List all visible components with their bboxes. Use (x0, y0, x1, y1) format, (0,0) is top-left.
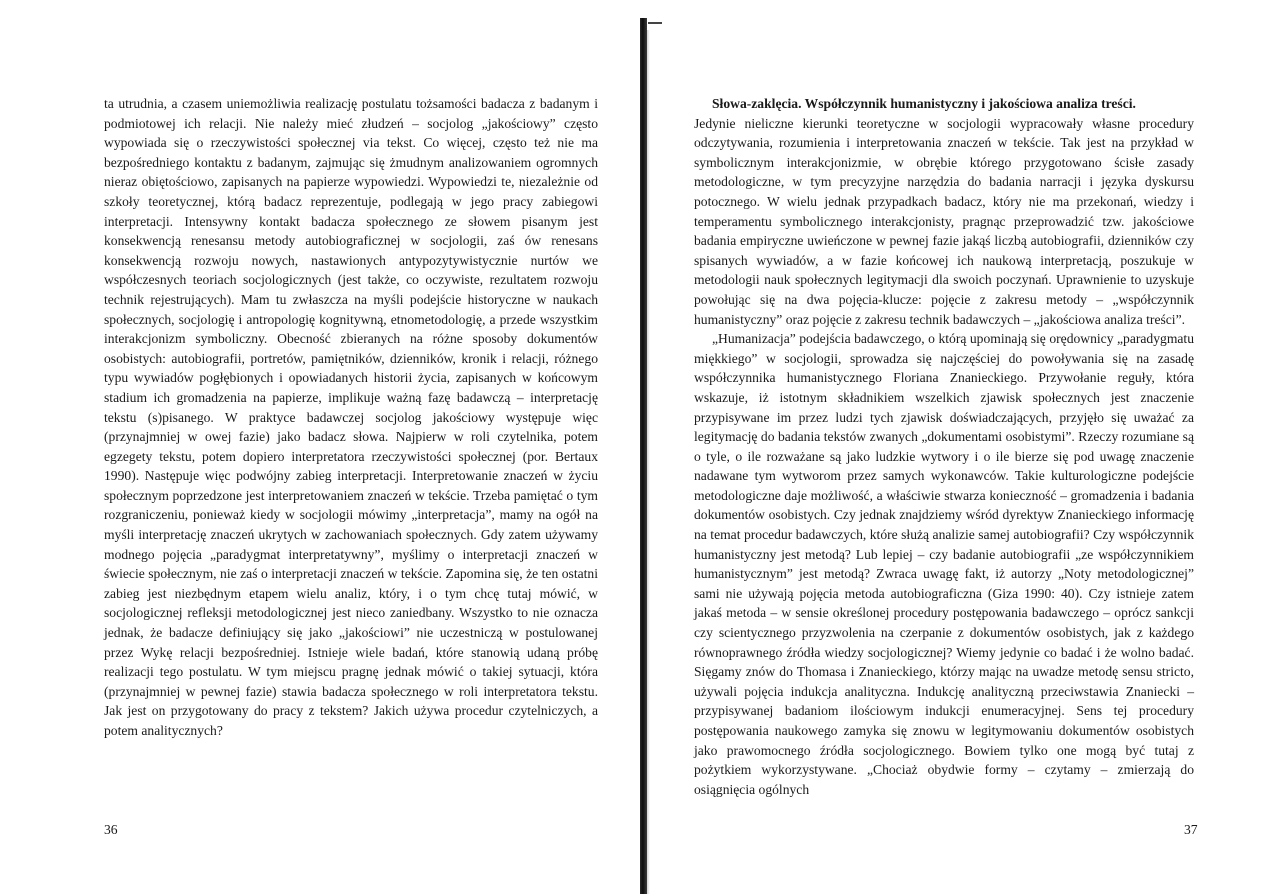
left-page-body (104, 94, 598, 741)
book-spine (640, 18, 647, 894)
spine-shadow (647, 30, 650, 894)
left-page-paragraph: ta utrudnia, a czasem uniemożliwia realizację postulatu tożsamości badacza z badanym i podmiotowej ich relacji. Nie należy mieć złudzeń – socjolog „jakościowy” często wypowiada się o rzeczywistości społecznej via tekst. Co więcej, często też nie ma bezpośredniego kontaktu z badanym, zajmując się żmudnym analizowaniem ogromnych nieraz obiętościowo, zapisanych na papierze wypowiedzi. Wypowiedzi te, niezależnie od szkoły teoretycznej, którą badacz reprezentuje, podlegają w jego pracy zabiegowi interpretacji. Intensywny kontakt badacza społecznego ze słowem pisanym jest konsekwencją renesansu metody autobiograficznej w socjologii, zaś ów renesans konsekwencją rozwoju nowych, nastawionych antypozytywistycznie nurtów we współczesnych teoriach socjologicznych (jest także, co oczywiste, rezultatem rozwoju technik rejestrujących). Mam tu zwłaszcza na myśli podejście historyczne w naukach społecznych, socjologię i antropologię kognitywną, etnometodologię, a przede wszystkim interakcjonizm symboliczny. Obecność zbieranych na różne sposoby dokumentów osobistych: autobiografii, portretów, pamiętników, dzienników, kronik i relacji, różnego typu wywiadów pogłębionych i opowiadanych historii życia, zapisanych w końcowym stadium ich gromadzenia na papierze, implikuje ważną fazę badawczą – interpretację tekstu (s)pisanego. W praktyce badawczej socjolog jakościowy występuje więc (przynajmniej w owej fazie) jako badacz słowa. Najpierw w roli czytelnika, potem egzegety tekstu, potem dopiero interpretatora rzeczywistości społecznej (por. Bertaux 1990). Następuje więc podwójny zabieg interpretacji. Interpretowanie znaczeń w życiu społecznym poprzedzone jest interpretowaniem znaczeń w tekście. Trzeba pamiętać o tym rozgraniczeniu, ponieważ kiedy w socjologii mówimy „interpretacja”, mamy na ogół na myśli interpretację znaczeń ukrytych w zachowaniach społecznych. Gdy zatem używamy modnego pojęcia „paradygmat interpretatywny”, myślimy o interpretacji znaczeń w świecie społecznym, nie zaś o interpretacji znaczeń w tekście. Zapomina się, że ten ostatni zabieg jest niezbędnym etapem wielu analiz, który, i o tym chcę tutaj mówić, w socjologicznej refleksji metodologicznej jest nieco zaniedbany. Wszystko to nie oznacza jednak, że badacze definiujący się jako „jakościowi” nie uczestniczą w postulowanej przez Wykę relacji bezpośredniej. Istnieje wiele badań, które stanowią udaną próbę realizacji tego postulatu. W tym miejscu pragnę jednak mówić o takiej sytuacji, która (przynajmniej w pewnej fazie) stawia badacza społecznego w roli interpretatora tekstu. Jak jest on przygotowany do pracy z tekstem? Jakich używa procedur czytelniczych, a potem analitycznych? (104, 96, 598, 738)
section-heading: Słowa-zaklęcia. Współczynnik humanistyczny i jakościowa analiza treści. (712, 96, 1136, 111)
left-page-number: 36 (104, 822, 118, 837)
right-page-paragraph-1: Jedynie nieliczne kierunki teoretyczne w socjologii wypracowały własne procedury odczytywania, rozumienia i interpretowania znaczeń w tekście. Tak jest na przykład w symbolicznym interakcjonizmie, w obrębie którego przygotowano ścisłe zasady metodologiczne, w tym precyzyjne narzędzia do badania narracji i języka dyskursu potocznego. W wielu jednak przypadkach badacz, który nie ma przekonań, wiedzy i temperamentu symbolicznego interakcjonisty, pragnąc przeprowadzić tzw. jakościowe badania empiryczne uwieńczone w pewnej fazie jakąś liczbą autobiografii, dzienników czy spisanych wywiadów, a w fazie końcowej ich naukową interpretacją, poszukuje w metodologii nauk społecznych legitymacji dla swoich poczynań. Uprawnienie to uzyskuje powołując się na dwa pojęcia-klucze: pojęcie z zakresu metody – „współczynnik humanistyczny” oraz pojęcie z zakresu technik badawczych – „jakościowa analiza treści”. (694, 115, 1194, 327)
right-page-number: 37 (1184, 822, 1198, 837)
right-page-body (694, 94, 1194, 799)
right-page-paragraph-2: „Humanizacja” podejścia badawczego, o którą upominają się orędownicy „paradygmatu miękkiego” w socjologii, sprowadza się najczęściej do powoływania się na zasadę współczynnika humanistycznego Floriana Znanieckiego. Przywołanie reguły, która wskazuje, iż istotnym składnikiem wszelkich zjawisk społecznych jest znaczenie przypisywane im przez ludzi tych zjawisk doświadczających, przyjęło się uważać za legitymację do badania tekstów zwanych „dokumentami osobistymi”. Rzeczy rozumiane są o tyle, o ile rozważane są jako ludzkie wytwory i o ile bierze się pod uwagę znaczenie nadawane tym wytworom przez samych wykonawców. Takie kulturologiczne podejście metodologiczne daje możliwość, a właściwie stwarza konieczność – gromadzenia i badania dokumentów osobistych. Czy jednak znajdziemy wśród dyrektyw Znanieckiego informację na temat procedur badawczych, które służą analizie samej autobiografii? Czy współczynnik humanistyczny jest metodą? Lub lepiej – czy badanie autobiografii „ze współczynnikiem humanistycznym” jest metodą? Zwraca uwagę fakt, iż autorzy „Noty metodologicznej” sami nie używają pojęcia metoda autobiograficzna (Giza 1990: 40). Czy istnieje zatem jakaś metoda – w sensie określonej procedury postępowania badawczego – oprócz sankcji czy scientycznego przyzwolenia na czerpanie z dokumentów osobistych, jak z każdego równoprawnego źródła wiedzy socjologicznej? Wiemy jedynie co badać i że wolno badać. Sięgamy znów do Thomasa i Znanieckiego, którzy mając na uwadze metodę sensu stricto, używali pojęcia indukcja analityczna. Indukcję analityczną przeciwstawia Znaniecki – przypisywanej badaniom ilościowym indukcji enumeracyjnej. Sens tej procedury postępowania naukowego zamyka się znowu w legitymowaniu dokumentów osobistych jako prawomocnego źródła socjologicznego. Bowiem tylko one mogą być tutaj z pożytkiem wykorzystywane. „Chociaż obydwie formy – czytamy – zmierzają do osiągnięcia ogólnych (694, 331, 1194, 797)
right-page (652, 0, 1262, 894)
